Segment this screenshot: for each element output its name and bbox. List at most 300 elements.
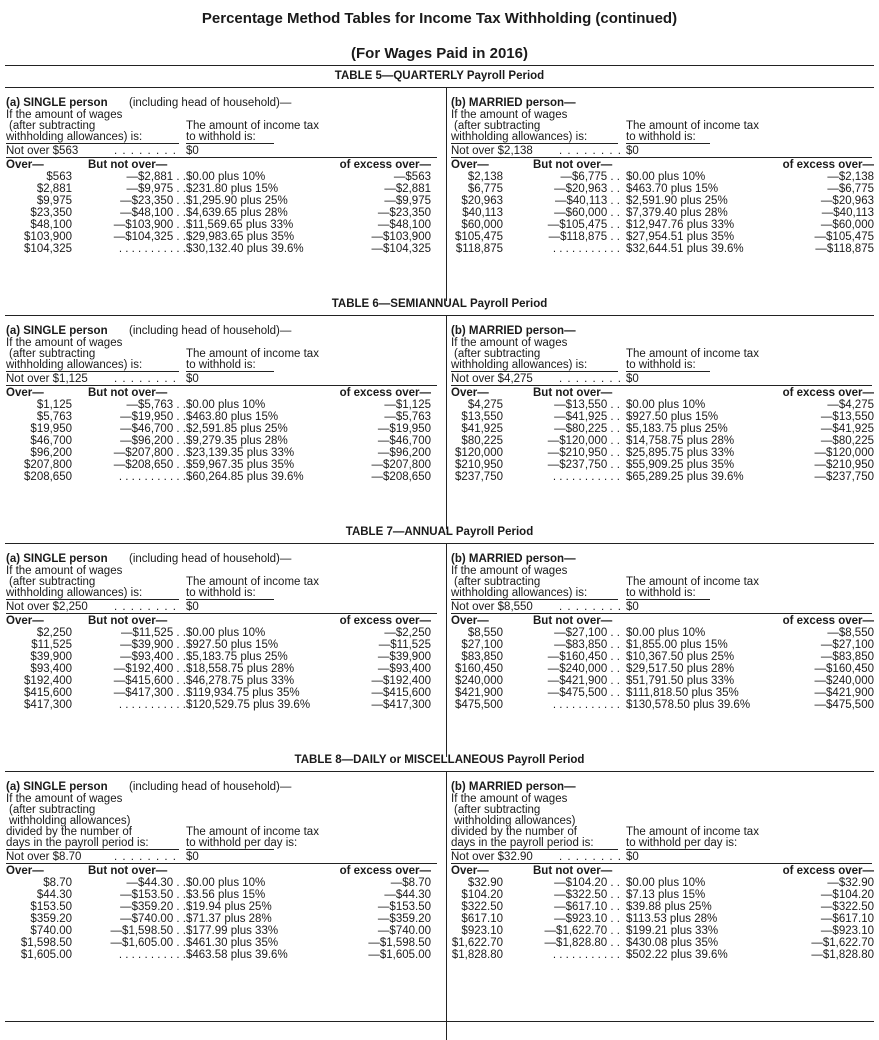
tax-formula: $927.50 plus 15% [626,411,719,423]
table-row [451,243,874,255]
but-not-over-amount: —$417,300 . . [113,687,186,699]
but-not-over-amount: —$39,900 . . [120,639,186,651]
excess-over-amount: —$6,775 [827,183,874,195]
zero-withholding: $0 [186,851,199,863]
tax-formula: $2,591.85 plus 25% [186,423,288,435]
table-row [5,183,439,195]
over-amount: $322.50 [461,901,503,913]
but-not-over-amount: —$46,700 . . [120,423,186,435]
wages-condition-line: (after subtracting [9,348,96,360]
table-section [5,772,874,1040]
excess-over-amount: —$563 [393,171,431,183]
excess-over-amount: —$2,138 [827,171,874,183]
zero-withholding: $0 [626,851,639,863]
zero-withholding: $0 [626,373,639,385]
over-amount: $105,475 [455,231,503,243]
over-amount: $118,875 [455,243,503,255]
but-not-over-amount: —$1,828.80 . . [544,937,620,949]
table-row [5,663,439,675]
header-underline [6,371,179,372]
wages-condition-line: divided by the number of [451,826,577,838]
tax-formula: $59,967.35 plus 35% [186,459,295,471]
tax-formula: $0.00 plus 10% [186,627,266,639]
excess-over-amount: —$104.20 [820,889,874,901]
but-not-over-column-header: But not over— [533,159,613,171]
withhold-heading-line: The amount of income tax [186,120,319,132]
but-not-over-amount: —$96,200 . . [120,435,186,447]
excess-over-column-header: of excess over— [339,615,431,627]
excess-over-amount: —$13,550 [820,411,874,423]
but-not-over-column-header: But not over— [88,865,168,877]
not-over-threshold: Not over $563 [6,145,79,157]
wages-condition-line: days in the payroll period is: [6,837,149,849]
table-row [5,877,439,889]
but-not-over-amount: —$359.20 . . [120,901,186,913]
table-row [451,219,874,231]
excess-over-amount: —$4,275 [827,399,874,411]
withhold-heading-line: to withhold is: [186,359,256,371]
column-divider [446,544,447,757]
excess-over-column-header: of excess over— [782,865,874,877]
over-amount: $6,775 [467,183,503,195]
excess-over-amount: —$20,963 [820,195,874,207]
table-row [451,471,874,483]
excess-over-amount: —$1,125 [384,399,431,411]
excess-over-amount: —$192,400 [371,675,431,687]
over-amount: $1,622.70 [451,937,503,949]
but-not-over-amount: . . . . . . . . . . . [118,699,186,711]
dot-leader: . . . . . . . . [114,145,177,157]
but-not-over-amount: —$41,925 . . [554,411,620,423]
over-amount: $563 [46,171,72,183]
wages-condition-line: withholding allowances) [454,815,576,827]
tax-formula: $1,855.00 plus 15% [626,639,728,651]
header-underline [6,599,179,600]
over-amount: $359.20 [30,913,72,925]
table-row [451,889,874,901]
over-amount: $93,400 [30,663,72,675]
header-underline [451,599,618,600]
not-over-threshold: Not over $8.70 [6,851,82,863]
but-not-over-amount: —$105,475 . . [547,219,620,231]
dot-leader: . . . . . . . . [114,601,177,613]
excess-over-column-header: of excess over— [339,865,431,877]
table-row [451,925,874,937]
excess-over-amount: —$417,300 [371,699,431,711]
column-divider [446,316,447,529]
but-not-over-amount: . . . . . . . . . . . [118,243,186,255]
but-not-over-amount: —$2,881 . . [126,171,186,183]
wages-condition-line: If the amount of wages [451,793,568,805]
tax-formula: $463.80 plus 15% [186,411,279,423]
excess-over-amount: —$1,828.80 [811,949,874,961]
tax-formula: $0.00 plus 10% [626,627,706,639]
wages-condition-line: If the amount of wages [451,109,568,121]
excess-over-amount: —$32.90 [827,877,874,889]
single-section [5,544,439,757]
tax-formula: $463.70 plus 15% [626,183,719,195]
over-amount: $160,450 [455,663,503,675]
table-row [451,231,874,243]
table-row [5,243,439,255]
excess-over-amount: —$415,600 [371,687,431,699]
dot-leader: . . . . . . . . [559,145,622,157]
married-section [451,88,874,301]
table-row [451,411,874,423]
married-heading: (b) MARRIED person— [451,97,576,109]
dot-leader: . . . . . . . . [114,851,177,863]
row-underline [6,613,437,614]
excess-over-column-header: of excess over— [339,387,431,399]
but-not-over-amount: —$740.00 . . [120,913,186,925]
over-amount: $1,605.00 [20,949,72,961]
but-not-over-amount: —$23,350 . . [120,195,186,207]
table-row [5,231,439,243]
tax-formula: $430.08 plus 35% [626,937,719,949]
but-not-over-amount: —$83,850 . . [554,639,620,651]
excess-over-amount: —$23,350 [377,207,431,219]
wages-condition-line: (after subtracting [454,348,541,360]
but-not-over-amount: . . . . . . . . . . . [552,243,620,255]
over-amount: $20,963 [461,195,503,207]
wages-condition-line: If the amount of wages [451,565,568,577]
excess-over-amount: —$19,950 [377,423,431,435]
tax-formula: $502.22 plus 39.6% [626,949,728,961]
over-amount: $207,800 [24,459,72,471]
table-row [5,459,439,471]
table-row [451,901,874,913]
over-amount: $208,650 [24,471,72,483]
but-not-over-amount: —$104.20 . . [554,877,620,889]
table-title: TABLE 8—DAILY or MISCELLANEOUS Payroll Period [294,754,585,766]
single-heading-suffix: (including head of household)— [129,97,292,109]
table-row [451,877,874,889]
tax-formula: $39.88 plus 25% [626,901,712,913]
withhold-heading-line: to withhold per day is: [626,837,738,849]
over-amount: $415,600 [24,687,72,699]
but-not-over-amount: —$11,525 . . [121,627,186,639]
tax-formula: $5,183.75 plus 25% [186,651,288,663]
but-not-over-amount: —$1,605.00 . . [110,937,186,949]
excess-over-amount: —$1,598.50 [368,937,431,949]
page-title: Percentage Method Tables for Income Tax Withholding (continued) [201,10,678,27]
not-over-threshold: Not over $4,275 [451,373,533,385]
but-not-over-amount: . . . . . . . . . . . [552,699,620,711]
table-row [451,183,874,195]
not-over-threshold: Not over $32.90 [451,851,533,863]
over-amount: $2,250 [36,627,72,639]
tax-formula: $461.30 plus 35% [186,937,279,949]
excess-over-amount: —$2,881 [384,183,431,195]
excess-over-amount: —$740.00 [377,925,431,937]
tax-formula: $231.80 plus 15% [186,183,279,195]
table-row [451,447,874,459]
zero-withholding: $0 [626,145,639,157]
table-row [451,627,874,639]
wages-condition-line: If the amount of wages [6,109,123,121]
single-heading-suffix: (including head of household)— [129,553,292,565]
excess-over-amount: —$8,550 [827,627,874,639]
zero-withholding: $0 [626,601,639,613]
header-underline [451,371,618,372]
excess-over-amount: —$2,250 [384,627,431,639]
wages-condition-line: withholding allowances) is: [6,359,143,371]
tax-formula: $5,183.75 plus 25% [626,423,728,435]
tax-formula: $18,558.75 plus 28% [186,663,295,675]
excess-over-amount: —$207,800 [371,459,431,471]
zero-withholding: $0 [186,145,199,157]
excess-over-amount: —$475,500 [814,699,874,711]
header-underline [626,849,710,850]
excess-over-amount: —$83,850 [820,651,874,663]
over-column-header: Over— [6,865,44,877]
tax-formula: $71.37 plus 28% [186,913,272,925]
withhold-heading-line: The amount of income tax [626,826,759,838]
over-amount: $60,000 [461,219,503,231]
over-amount: $44.30 [36,889,72,901]
table-row [5,219,439,231]
wages-condition-line: divided by the number of [6,826,132,838]
single-section [5,772,439,1040]
not-over-threshold: Not over $1,125 [6,373,88,385]
wages-condition-line: withholding allowances) is: [451,587,588,599]
but-not-over-column-header: But not over— [533,615,613,627]
tax-formula: $3.56 plus 15% [186,889,266,901]
wages-condition-line: (after subtracting [9,804,96,816]
over-amount: $104.20 [461,889,503,901]
tax-formula: $463.58 plus 39.6% [186,949,288,961]
wages-condition-line: withholding allowances) [9,815,131,827]
over-column-header: Over— [451,615,489,627]
dot-leader: . . . . . . . . [559,851,622,863]
table-row [5,949,439,961]
excess-over-amount: —$240,000 [814,675,874,687]
tax-formula: $11,569.65 plus 33% [186,219,294,231]
wages-condition-line: (after subtracting [9,576,96,588]
excess-over-amount: —$5,763 [384,411,431,423]
but-not-over-column-header: But not over— [88,387,168,399]
wages-condition-line: withholding allowances) is: [6,587,143,599]
header-underline [626,599,710,600]
but-not-over-amount: —$1,622.70 . . [544,925,620,937]
over-amount: $2,138 [467,171,503,183]
over-amount: $5,763 [36,411,72,423]
over-amount: $8.70 [43,877,72,889]
tax-formula: $177.99 plus 33% [186,925,279,937]
table-row [451,435,874,447]
but-not-over-amount: —$237,750 . . [547,459,620,471]
married-heading: (b) MARRIED person— [451,325,576,337]
table-title: TABLE 5—QUARTERLY Payroll Period [334,70,545,82]
but-not-over-amount: —$60,000 . . [554,207,620,219]
over-column-header: Over— [451,159,489,171]
single-heading: (a) SINGLE person [6,553,108,565]
but-not-over-amount: —$192,400 . . [113,663,186,675]
over-amount: $210,950 [455,459,503,471]
table-row [451,699,874,711]
over-amount: $80,225 [461,435,503,447]
but-not-over-column-header: But not over— [533,387,613,399]
but-not-over-amount: . . . . . . . . . . . [118,949,186,961]
row-underline [6,385,437,386]
excess-over-amount: —$105,475 [814,231,874,243]
table-row [5,889,439,901]
over-column-header: Over— [6,387,44,399]
table-row [451,399,874,411]
but-not-over-amount: —$40,113 . . [555,195,620,207]
wages-condition-line: withholding allowances) is: [451,131,588,143]
excess-over-amount: —$1,622.70 [811,937,874,949]
single-heading: (a) SINGLE person [6,325,108,337]
wages-condition-line: (after subtracting [9,120,96,132]
header-underline [6,143,179,144]
table-row [451,207,874,219]
but-not-over-amount: —$120,000 . . [547,435,620,447]
over-amount: $240,000 [455,675,503,687]
table-row [5,651,439,663]
excess-over-amount: —$208,650 [371,471,431,483]
tax-formula: $9,279.35 plus 28% [186,435,288,447]
but-not-over-amount: —$322.50 . . [554,889,620,901]
table-section [5,544,874,757]
tax-formula: $46,278.75 plus 33% [186,675,295,687]
dot-leader: . . . . . . . . [559,601,622,613]
table-row [5,901,439,913]
but-not-over-amount: —$160,450 . . [547,651,620,663]
but-not-over-amount: —$27,100 . . [554,627,620,639]
excess-over-amount: —$237,750 [814,471,874,483]
table-row [5,937,439,949]
over-amount: $103,900 [24,231,72,243]
over-amount: $740.00 [30,925,72,937]
excess-over-amount: —$118,875 [815,243,874,255]
over-amount: $192,400 [24,675,72,687]
column-divider [446,772,447,1040]
withhold-heading-line: to withhold is: [626,359,696,371]
table-row [451,195,874,207]
dot-leader: . . . . . . . . [114,373,177,385]
over-amount: $2,881 [36,183,72,195]
but-not-over-amount: —$118,875 . . [548,231,620,243]
excess-over-amount: —$27,100 [820,639,874,651]
but-not-over-amount: —$1,598.50 . . [110,925,186,937]
table-row [5,687,439,699]
not-over-threshold: Not over $2,250 [6,601,88,613]
over-amount: $923.10 [461,925,503,937]
table-row [5,627,439,639]
table-row [5,639,439,651]
table-row [5,675,439,687]
but-not-over-amount: —$475,500 . . [547,687,620,699]
tax-formula: $51,791.50 plus 33% [626,675,735,687]
withhold-heading-line: The amount of income tax [186,348,319,360]
but-not-over-amount: —$210,950 . . [547,447,620,459]
table-row [5,171,439,183]
tax-formula: $55,909.25 plus 35% [626,459,735,471]
row-underline [451,385,872,386]
table-row [5,447,439,459]
table-section [5,316,874,529]
tax-formula: $0.00 plus 10% [626,171,706,183]
header-underline [451,849,618,850]
over-amount: $421,900 [455,687,503,699]
excess-over-amount: —$48,100 [377,219,431,231]
tax-formula: $2,591.90 plus 25% [626,195,728,207]
not-over-threshold: Not over $2,138 [451,145,533,157]
single-section [5,316,439,529]
over-column-header: Over— [451,865,489,877]
withhold-heading-line: The amount of income tax [186,826,319,838]
tax-formula: $65,289.25 plus 39.6% [626,471,744,483]
but-not-over-column-header: But not over— [88,159,168,171]
page-subtitle: (For Wages Paid in 2016) [351,45,528,62]
table-row [451,913,874,925]
withhold-heading-line: to withhold is: [626,131,696,143]
over-amount: $23,350 [30,207,72,219]
tax-formula: $113.53 plus 28% [626,913,718,925]
single-section [5,88,439,301]
tax-formula: $10,367.50 plus 25% [626,651,735,663]
over-amount: $27,100 [461,639,503,651]
table-row [451,171,874,183]
over-column-header: Over— [6,615,44,627]
withhold-heading-line: to withhold is: [186,131,256,143]
tax-formula: $119,934.75 plus 35% [186,687,300,699]
single-heading: (a) SINGLE person [6,781,108,793]
excess-over-column-header: of excess over— [782,615,874,627]
top-rule [5,65,874,66]
table-row [451,687,874,699]
excess-over-amount: —$96,200 [377,447,431,459]
married-heading: (b) MARRIED person— [451,553,576,565]
tax-formula: $7.13 plus 15% [626,889,706,901]
table-row [5,699,439,711]
tax-formula: $927.50 plus 15% [186,639,279,651]
married-section [451,316,874,529]
excess-over-amount: —$153.50 [377,901,431,913]
tax-formula: $4,639.65 plus 28% [186,207,288,219]
tax-formula: $30,132.40 plus 39.6% [186,243,304,255]
over-amount: $4,275 [467,399,503,411]
tax-formula: $29,983.65 plus 35% [186,231,295,243]
wages-condition-line: If the amount of wages [6,793,123,805]
not-over-threshold: Not over $8,550 [451,601,533,613]
tax-formula: $0.00 plus 10% [186,171,266,183]
but-not-over-amount: —$48,100 . . [120,207,186,219]
excess-over-column-header: of excess over— [782,159,874,171]
header-underline [186,849,274,850]
excess-over-amount: —$8.70 [390,877,431,889]
single-heading: (a) SINGLE person [6,97,108,109]
wages-condition-line: withholding allowances) is: [451,359,588,371]
over-column-header: Over— [6,159,44,171]
excess-over-amount: —$322.50 [820,901,874,913]
withhold-heading-line: The amount of income tax [626,120,759,132]
wages-condition-line: (after subtracting [454,804,541,816]
bottom-rule [5,1021,874,1022]
but-not-over-amount: —$923.10 . . [554,913,620,925]
row-underline [6,863,437,864]
table-row [451,663,874,675]
but-not-over-amount: —$93,400 . . [120,651,186,663]
wages-condition-line: (after subtracting [454,120,541,132]
over-amount: $1,828.80 [451,949,503,961]
column-divider [446,88,447,301]
but-not-over-amount: —$153.50 . . [120,889,186,901]
table-row [451,459,874,471]
withhold-heading-line: The amount of income tax [626,348,759,360]
excess-over-amount: —$1,605.00 [368,949,431,961]
